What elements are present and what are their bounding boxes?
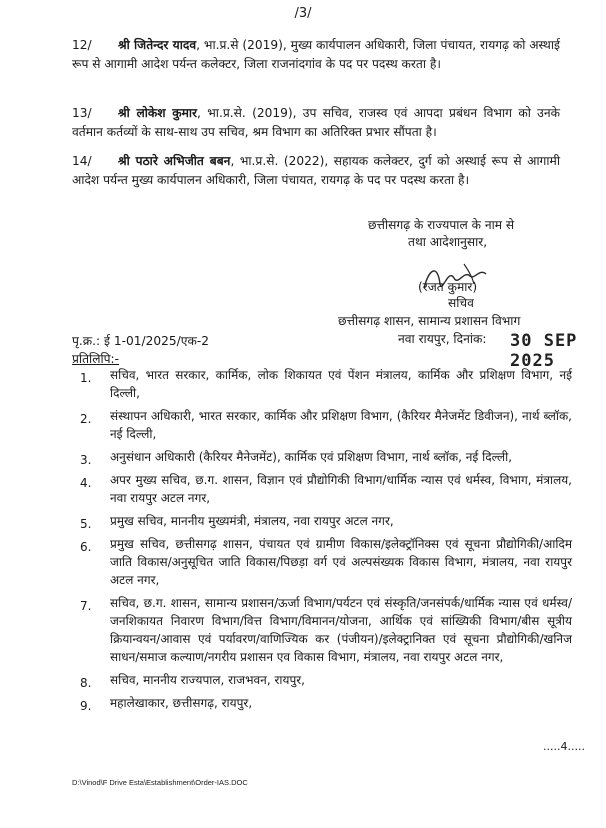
- list-item: 4. अपर मुख्य सचिव, छ.ग. शासन, विज्ञान एवं प्रौद्योगिकी विभाग/धार्मिक न्यास एवं धर्मस्व, विभाग, मंत्रालय, नवा रायपुर अटल नगर,: [80, 473, 572, 505]
- paragraph-number: 14/: [72, 154, 92, 168]
- order-line-2: तथा आदेशानुसार,: [408, 235, 488, 249]
- list-item: 2. संस्थापन अधिकारी, भारत सरकार, कार्मिक और प्रशिक्षण विभाग, (कैरियर मैनेजमेंट डिवीजन), नार्थ ब्लॉक, नई दिल्ली,: [80, 409, 572, 441]
- list-item: 5. प्रमुख सचिव, माननीय मुख्यमंत्री, मंत्रालय, नवा रायपुर अटल नगर,: [80, 514, 394, 531]
- paragraph-13: [72, 104, 560, 142]
- paragraph-14: [72, 152, 560, 190]
- officer-name: श्री पठारे अभिजीत बबन: [118, 154, 231, 168]
- signatory-name: (रजत कुमार): [418, 280, 478, 294]
- list-item: 8. सचिव, माननीय राज्यपाल, राजभवन, रायपुर,: [80, 673, 305, 690]
- list-item: 6. प्रमुख सचिव, छत्तीसगढ़ शासन, पंचायत एवं ग्रामीण विकास/इलेक्ट्रॉनिक्स एवं सूचना प्रौद्योगिकी/आदिम जाति विकास/अनुसूचित जाति विकास/पिछड़ा वर्ग एवं अल्पसंख्यक विकास विभाग, मंत्रालय, नवा रायपुर अटल नगर,: [80, 537, 572, 587]
- signatory-place: नवा रायपुर, दिनांक:: [398, 332, 487, 346]
- paragraph-number: 12/: [72, 38, 92, 52]
- order-line-1: छत्तीसगढ़ के राज्यपाल के नाम से: [368, 218, 515, 232]
- paragraph-number: 13/: [72, 106, 92, 120]
- list-item: 7. सचिव, छ.ग. शासन, सामान्य प्रशासन/ऊर्जा विभाग/पर्यटन एवं संस्कृति/जनसंपर्क/धार्मिक न्यास एवं धर्मस्व/जनशिकायत निवारण विभाग/वित्त विभाग/विमानन/योजना, आर्थिक एवं सांख्यिकी विभाग/बीस सूत्रीय क्रियान्वयन/आवास एवं पर्यावरण/वाणिज्यिक कर (पंजीयन)/इलेक्ट्रानिक्त एवं सूचना प्रौद्योगिकी/खनिज साधन/समाज कल्याण/नगरीय प्रशासन एव विकास विभाग, मंत्रालय, नवा रायपुर अटल नगर,: [80, 596, 572, 664]
- officer-name: श्री जितेन्दर यादव: [118, 38, 197, 52]
- officer-name: श्री लोकेश कुमार: [118, 106, 198, 120]
- continued-marker: .....4.....: [543, 740, 585, 753]
- paragraph-text: , भा.प्र.से. (2019), उप सचिव, राजस्व एवं आपदा प्रबंधन विभाग को उनके वर्तमान कर्तव्यों के साथ-साथ उप सचिव, श्रम विभाग का अतिरिक्त प्रभार सौंपता है।: [72, 106, 560, 139]
- paragraph-12: [72, 36, 560, 74]
- date-stamp: 30 SEP 2025: [510, 331, 578, 371]
- reference-number: पृ.क्र.: ई 1-01/2025/एक-2: [72, 334, 210, 348]
- list-item: 9. महालेखाकार, छत्तीसगढ़, रायपुर,: [80, 696, 253, 713]
- signatory-department: छत्तीसगढ़ शासन, सामान्य प्रशासन विभाग: [338, 314, 521, 328]
- signatory-designation: सचिव: [448, 296, 474, 310]
- paragraph-text: , भा.प्र.से. (2022), सहायक कलेक्टर, दुर्ग को अस्थाई रूप से आगामी आदेश पर्यन्त मुख्य कार्यपालन अधिकारी, जिला पंचायत, रायगढ़ के पद पर पदस्थ करता है।: [72, 154, 561, 187]
- cc-list: [72, 366, 572, 717]
- cc-heading: प्रतिलिपि:-: [72, 352, 120, 366]
- list-item: 1. सचिव, भारत सरकार, कार्मिक, लोक शिकायत एवं पेंशन मंत्रालय, कार्मिक और प्रशिक्षण विभाग, नई दिल्ली,: [80, 368, 572, 400]
- list-item: 3. अनुसंधान अधिकारी (कैरियर मैनेजमेंट), कार्मिक एवं प्रशिक्षण विभाग, नार्थ ब्लॉक, नई दिल्ली,: [80, 450, 513, 467]
- footer-file-path: D:\Vinod\F Drive Esta\Establishment\Order-IAS.DOC: [72, 778, 248, 787]
- page-number: /3/: [294, 6, 312, 21]
- paragraph-text: , भा.प्र.से (2019), मुख्य कार्यपालन अधिकारी, जिला पंचायत, रायगढ़ को अस्थाई रूप से आगामी आदेश पर्यन्त कलेक्टर, जिला राजनांदगांव के पद पर पदस्थ करता है।: [72, 38, 560, 71]
